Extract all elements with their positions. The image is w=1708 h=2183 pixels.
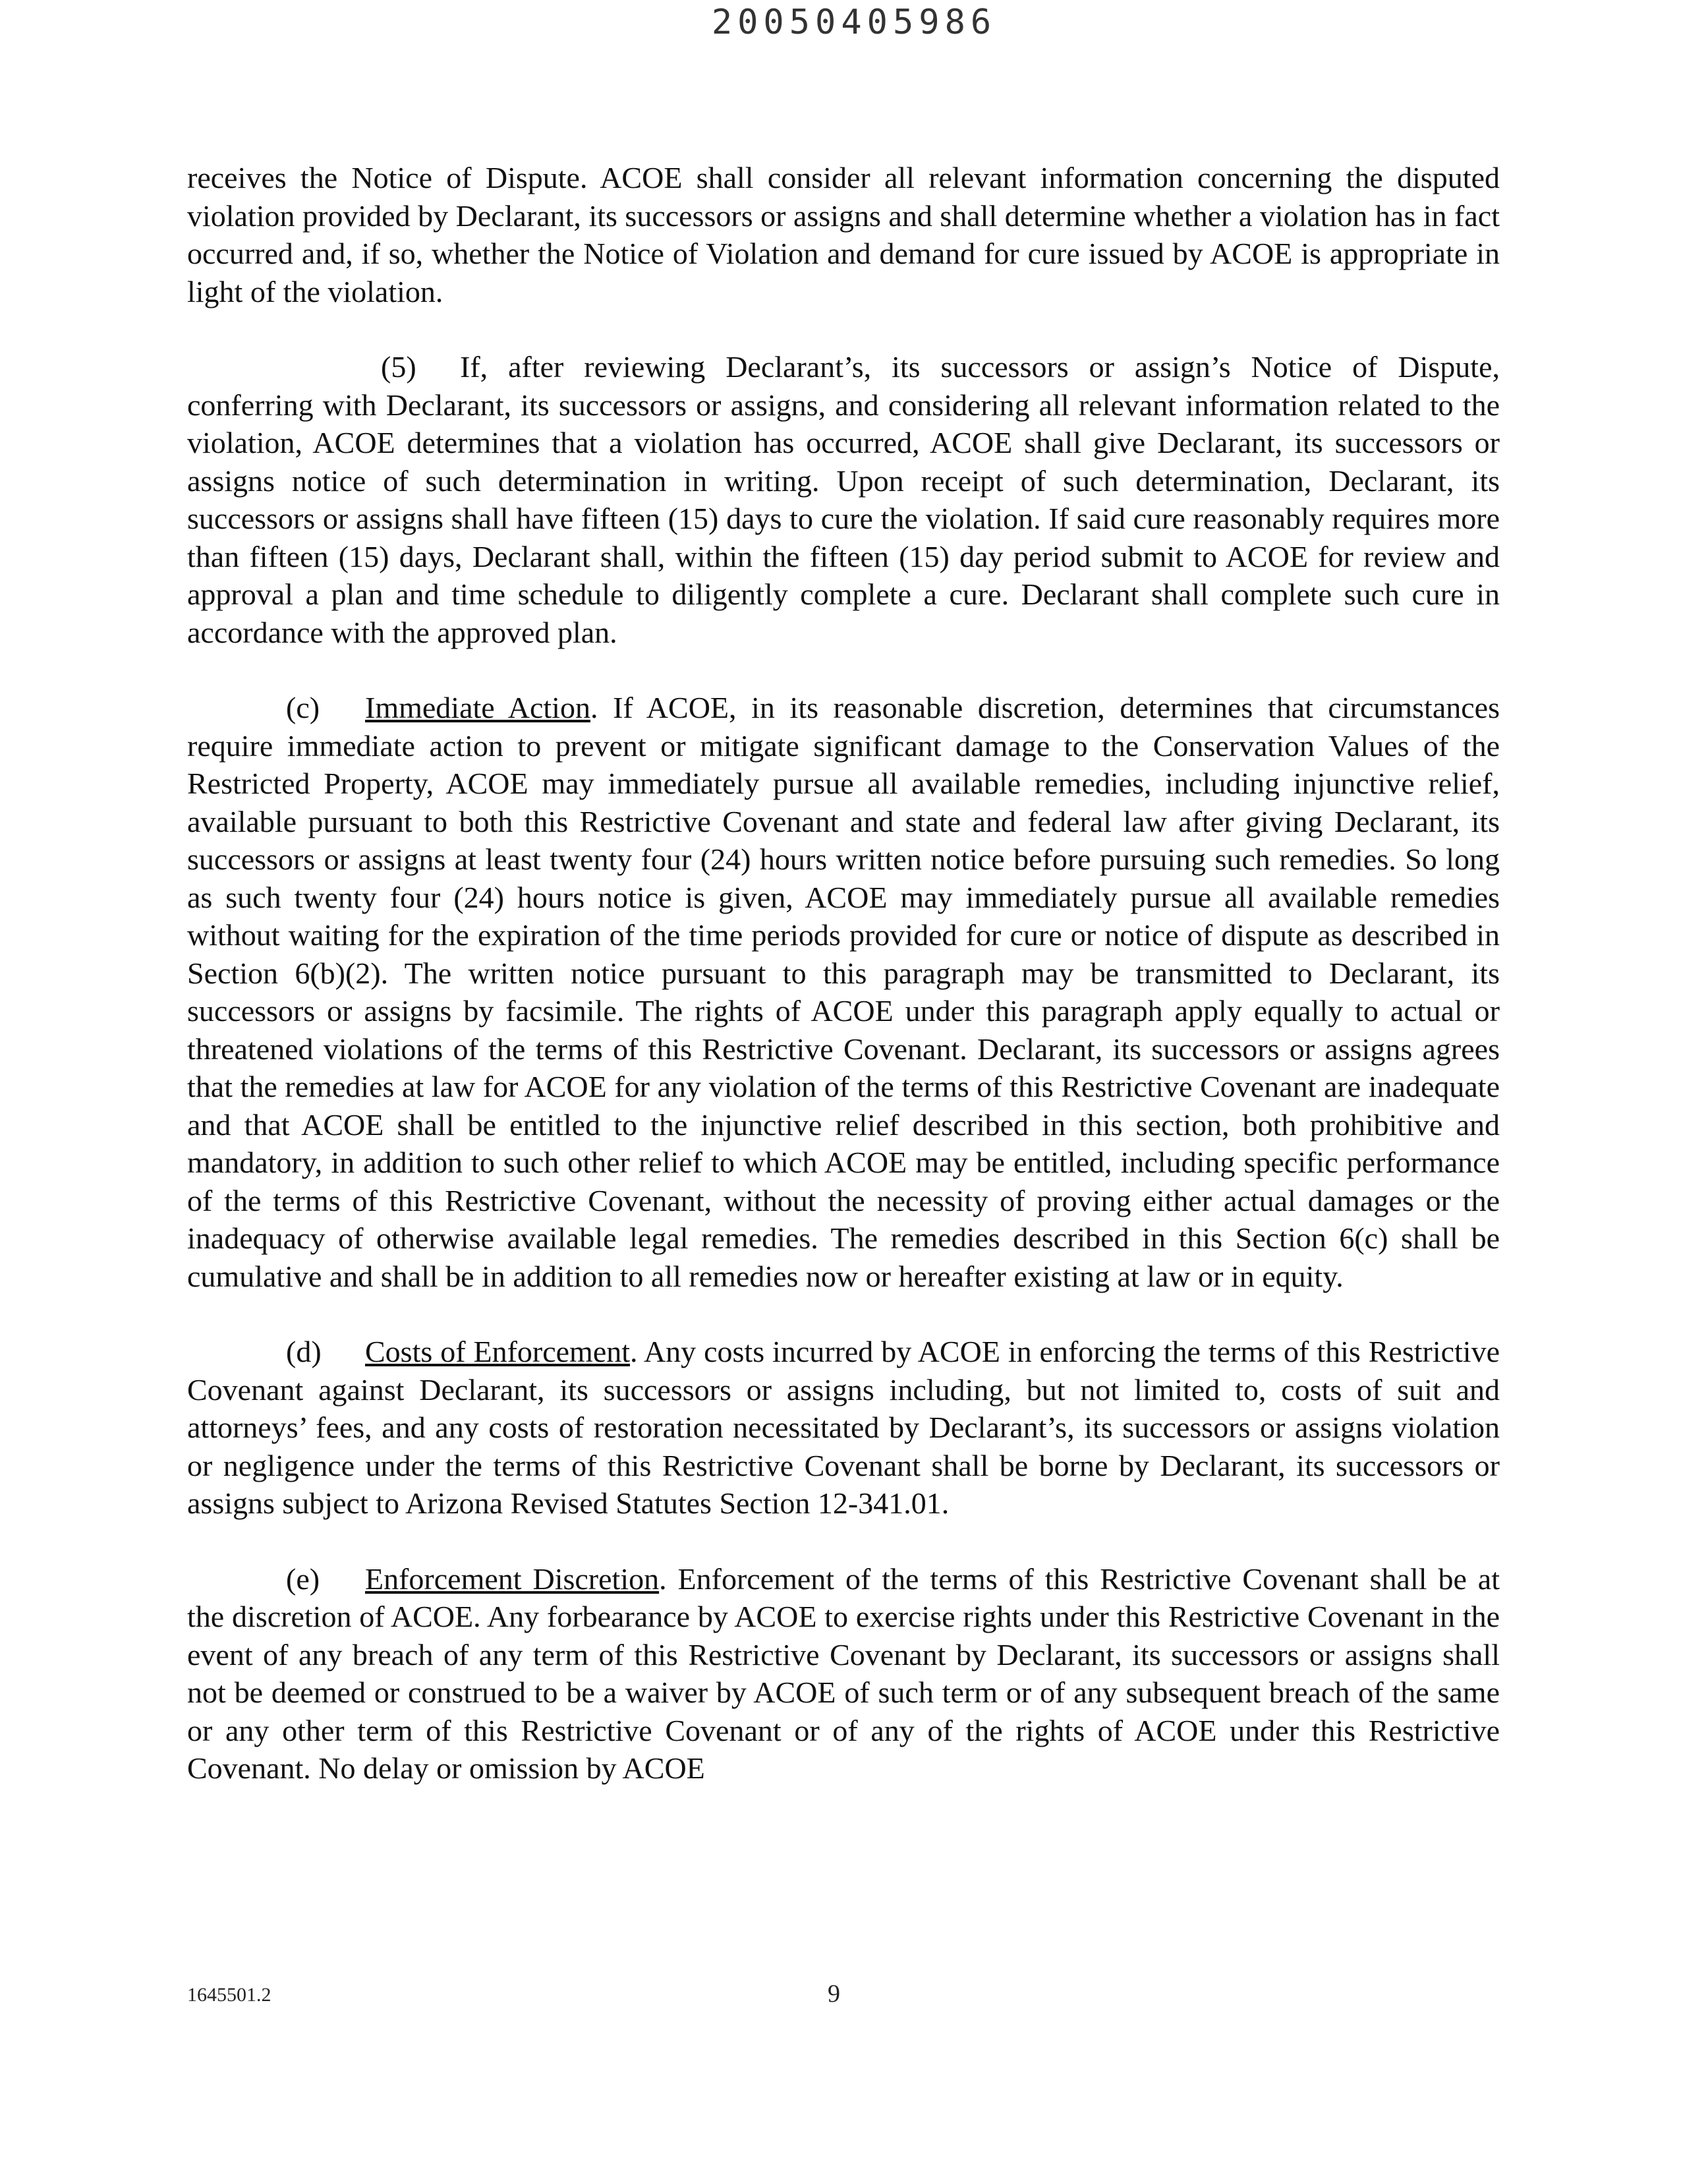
section-d-heading: Costs of Enforcement — [365, 1335, 631, 1368]
section-e-heading: Enforcement Discretion — [365, 1561, 660, 1596]
paragraph-5 — [187, 348, 1500, 651]
recording-number: 20050405986 — [711, 3, 997, 42]
section-e-enforcement-discretion — [187, 1560, 1500, 1788]
footer-document-id: 1645501.2 — [187, 1984, 271, 2006]
paragraph-5-text: If, after reviewing Declarant’s, its successors or assign’s Notice of Dispute, conferring with Declarant, its successors or assigns, and considering all relevant information related to the violation, ACOE determines that a violation has occurred, ACOE shall give Declarant, its successors or assigns notice of such determination in writing. Upon receipt of such determination, Declarant, its successors or assigns shall have fifteen (15) days to cure the violation. If said cure reasonably requires more than fifteen (15) days, Declarant shall, within the fifteen (15) day period submit to ACOE for review and approval a plan and time schedule to diligently complete a cure. Declarant shall complete such cure in accordance with the approved plan. — [187, 350, 1500, 649]
section-d-costs-of-enforcement — [187, 1333, 1500, 1523]
section-d-text: . Any costs incurred by ACOE in enforcing the terms of this Restrictive Covenant against Declarant, its successors or assigns including, but not limited to, costs of suit and attorneys’ fees, and any costs of restoration necessitated by Declarant’s, its successors or assigns violation or negligence under the terms of this Restrictive Covenant shall be borne by Declarant, its successors or assigns subject to Arizona Revised Statutes Section 12-341.01. — [187, 1335, 1500, 1520]
section-d-label: (d) — [286, 1335, 322, 1368]
section-c-heading: Immediate Action — [365, 691, 590, 724]
footer-page-number: 9 — [828, 1980, 840, 2008]
section-c-label: (c) — [286, 691, 320, 724]
section-c-text: . If ACOE, in its reasonable discretion, determines that circumstances require immediate action to prevent or mitigate significant damage to the Conservation Values of the Restricted Property, ACOE may immediately pursue all available remedies, including injunctive relief, available pursuant to both this Restrictive Covenant and state and federal law after giving Declarant, its successors or assigns at least twenty four (24) hours written notice before pursuing such remedies. So long as such twenty four (24) hours notice is given, ACOE may immediately pursue all available remedies without waiting for the expiration of the time periods provided for cure or notice of dispute as described in Section 6(b)(2). The written notice pursuant to this paragraph may be transmitted to Declarant, its successors or assigns by facsimile. The rights of ACOE under this paragraph apply equally to actual or threatened violations of the terms of this Restrictive Covenant. Declarant, its successors or assigns agrees that the remedies at law for ACOE for any violation of the terms of this Restrictive Covenant are inadequate and that ACOE shall be entitled to the injunctive relief described in this section, both prohibitive and mandatory, in addition to such other relief to which ACOE may be entitled, including specific performance of the terms of this Restrictive Covenant, without the necessity of proving either actual damages or the inadequacy of otherwise available legal remedies. The remedies described in this Section 6(c) shall be cumulative and shall be in addition to all remedies now or hereafter existing at law or in equity. — [187, 691, 1500, 1293]
section-e-text: . Enforcement of the terms of this Restrictive Covenant shall be at the discretion of ACOE. Any forbearance by ACOE to exercise rights under this Restrictive Covenant in the event of any breach of any term of this Restrictive Covenant by Declarant, its successors or assigns shall not be deemed or construed to be a waiver by ACOE of such term or of any subsequent breach of the same or any other term of this Restrictive Covenant or of any of the rights of ACOE under this Restrictive Covenant. No delay or omission by ACOE — [187, 1561, 1500, 1785]
paragraph-5-number: (5) — [381, 350, 416, 384]
document-body — [187, 159, 1500, 1825]
section-e-label: (e) — [286, 1561, 320, 1596]
paragraph-dispute-continuation: receives the Notice of Dispute. ACOE shall consider all relevant information concerning the disputed violation provided by Declarant, its successors or assigns and shall determine whether a violation has in fact occurred and, if so, whether the Notice of Violation and demand for cure issued by ACOE is appropriate in light of the violation. — [187, 161, 1500, 308]
section-c-immediate-action — [187, 689, 1500, 1295]
